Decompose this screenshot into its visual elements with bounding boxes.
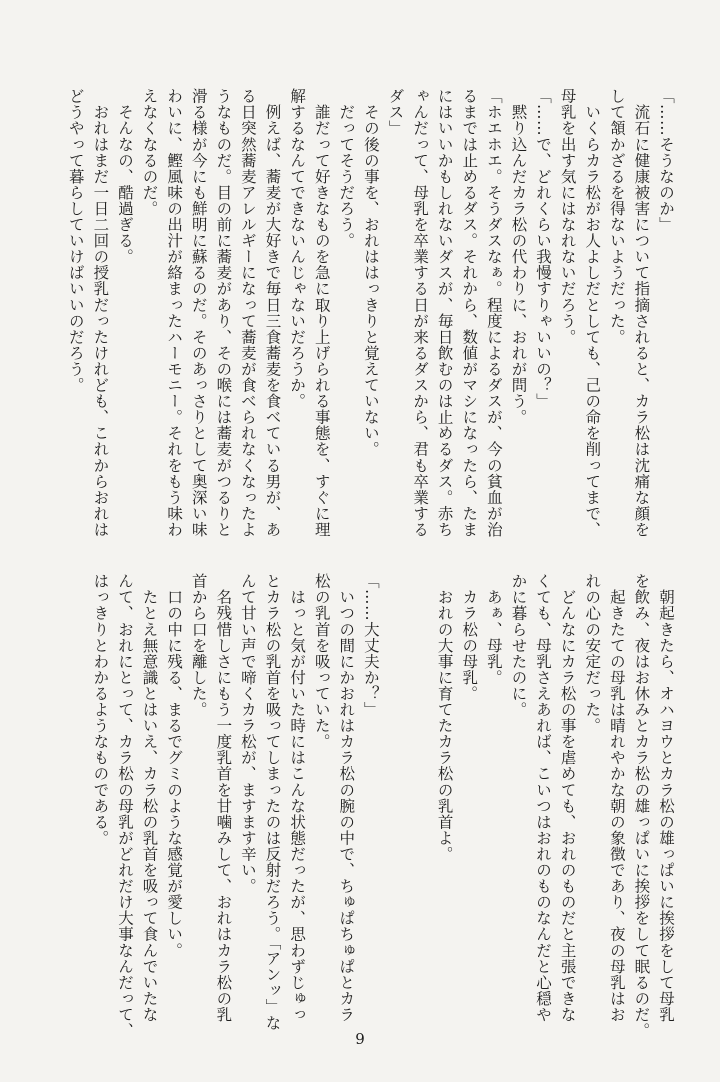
text-line: 名残惜しさにもう一度乳首を甘噛みして、おれはカラ松の乳: [214, 573, 233, 1023]
text-line: くても、母乳さえあれば、こいつはおれのものなんだと心穏や: [534, 573, 553, 1023]
text-line: かに暮らせたのに。: [509, 573, 528, 718]
text-line: えなくなるのだ。: [140, 88, 159, 217]
text-line: れの心の安定だった。: [583, 573, 602, 734]
text-line: んて甘い声で啼くカラ松が、ますます辛い。: [238, 573, 257, 894]
text-line: 誰だって好きなものを急に取り上げられる事態を、すぐに理: [312, 88, 331, 538]
text-line: を飲み、夜はお休みとカラ松の雄っぱいに挨拶をして眠るのだ。: [632, 573, 651, 1039]
text-line: 首から口を離した。: [189, 573, 208, 718]
text-line: わいに、鰹風味の出汁が絡まったハーモニー。それをもう味わ: [165, 88, 184, 538]
page-number: 9: [355, 1030, 365, 1048]
text-line: して頷かざるを得ないようだった。: [607, 88, 626, 345]
text-line: 流石に健康被害について指摘されると、カラ松は沈痛な顔を: [632, 88, 651, 538]
text-line: 例えば、蕎麦が大好きで毎日三食蕎麦を食べている男が、あ: [263, 88, 282, 538]
upper-text-block: [63, 88, 678, 538]
text-line: ゃんだって、母乳を卒業する日が来るダスから、君も卒業する: [411, 88, 430, 538]
text-line: 解するなんてできないんじゃないだろうか。: [288, 88, 307, 409]
text-line: どうやって暮らしていけばいいのだろう。: [66, 88, 85, 393]
text-line: 朝起きたら、オハヨウとカラ松の雄っぱいに挨拶をして母乳: [657, 573, 675, 1023]
text-line: んて、おれにとって、カラ松の母乳がどれだけ大事なんだって、: [115, 573, 134, 1039]
text-line: とカラ松の乳首を吸ってしまったのは反射だろう。「アンッ」な: [263, 573, 282, 1031]
text-line: 「……で、どれくらい我慢すりゃいいの？」: [534, 88, 553, 409]
text-line: たとえ無意識とはいえ、カラ松の乳首を吸って食んでいたな: [140, 573, 159, 1023]
text-line: ダス」: [386, 88, 405, 137]
text-line: いくらカラ松がお人よしだとしても、己の命を削ってまで、: [583, 88, 602, 538]
text-line: うなものだ。目の前に蕎麦があり、その喉には蕎麦がつるりと: [214, 88, 233, 538]
text-line: [407, 573, 432, 1013]
text-line: るまでは止めるダス。それから、数値がマシになったら、たま: [460, 88, 479, 538]
text-line: 「……大丈夫か？」: [361, 573, 380, 718]
text-line: 口の中に残る、まるでグミのような感覚が愛しい。: [165, 573, 184, 959]
text-line: にはいいかもしれないダスが、毎日飲むのは止めるダス。赤ち: [435, 88, 454, 538]
text-line: そんなの、酷過ぎる。: [115, 88, 134, 265]
text-line: 「ホエホエ。そうダスなぁ。程度によるダスが、今の貧血が治: [484, 88, 503, 538]
text-line: はっきりとわかるようなものである。: [91, 573, 110, 846]
text-line: いつの間にかおれはカラ松の腕の中で、ちゅぱちゅぱとカラ: [337, 573, 356, 1023]
text-line: 滑る様が今にも鮮明に蘇るのだ。そのあっさりとして奥深い味: [189, 88, 208, 538]
text-line: る日突然蕎麦アレルギーになって蕎麦が食べられなくなったよ: [238, 88, 257, 538]
text-line: あぁ、母乳。: [484, 573, 503, 686]
text-line: 松の乳首を吸っていた。: [312, 573, 331, 750]
text-line: その後の事を、おれははっきりと覚えていない。: [361, 88, 380, 458]
text-line: [383, 573, 408, 1013]
text-line: だってそうだろう。: [337, 88, 356, 249]
text-line: 「……そうなのか」: [657, 88, 675, 233]
text-line: おれの大事に育てたカラ松の乳首よ。: [435, 573, 454, 862]
text-line: おれはまだ一日二回の授乳だったけれども、これからおれは: [91, 88, 110, 538]
lower-text-block: [88, 573, 678, 1039]
text-line: 黙り込んだカラ松の代わりに、おれが問う。: [509, 88, 528, 426]
text-line: 母乳を出す気にはなれないだろう。: [558, 88, 577, 345]
text-line: 起きたての母乳は晴れやかな朝の象徴であり、夜の母乳はお: [607, 573, 626, 1023]
text-line: カラ松の母乳。: [460, 573, 479, 702]
text-line: どんなにカラ松の事を虐めても、おれのものだと主張できな: [558, 573, 577, 1023]
text-line: はっと気が付いた時にはこんな状態だったが、思わずじゅっ: [288, 573, 307, 1023]
